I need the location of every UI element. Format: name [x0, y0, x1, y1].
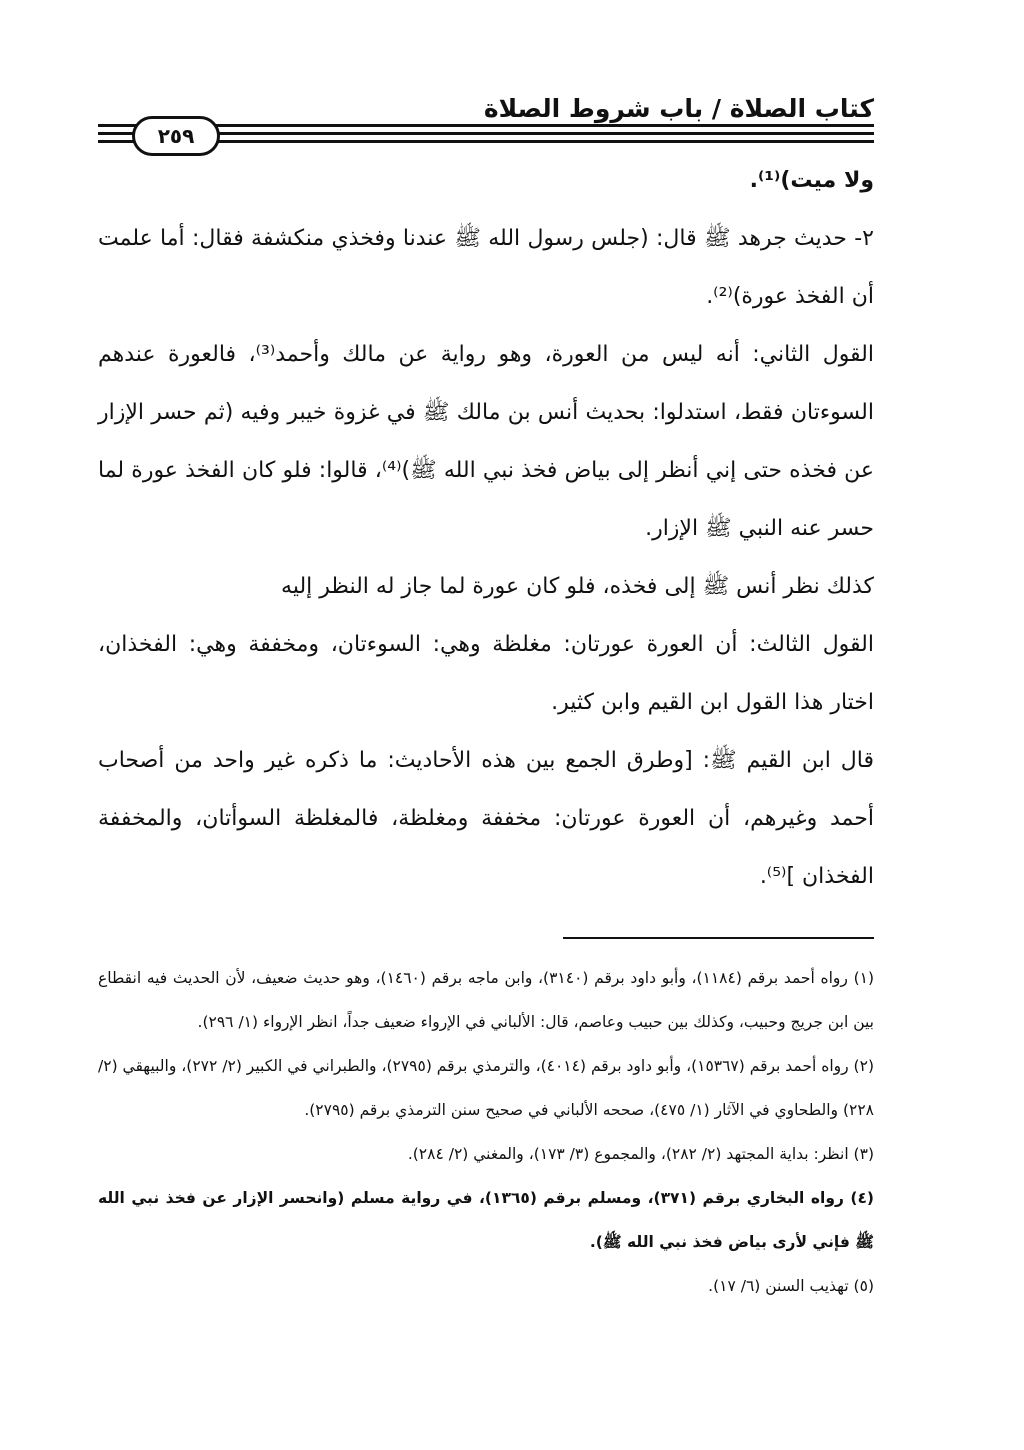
footnote-5: (٥) تهذيب السنن (٦/ ١٧).	[708, 1277, 874, 1295]
paragraph-continuation: ولا ميت)⁽¹⁾.	[749, 168, 874, 193]
paragraph-anas-view: كذلك نظر أنس ﷺ إلى فخذه، فلو كان عورة لما جاز له النظر إليه	[281, 574, 874, 599]
paragraph-ibn-qayyim-quote: قال ابن القيم ﷺ: [وطرق الجمع بين هذه الأحاديث: ما ذكره غير واحد من أصحاب أحمد وغيرهم، أن العورة عورتان: مخففة ومغلظة، فالمغلظة السوأتان، والمخففة الفخذان ]⁽⁵⁾.	[98, 748, 874, 889]
page-number: ٢٥٩	[157, 124, 195, 148]
footnote-separator	[563, 937, 874, 939]
paragraph-third-opinion: القول الثالث: أن العورة عورتان: مغلظة وهي: السوءتان، ومخففة وهي: الفخذان، اختار هذا القول ابن القيم وابن كثير.	[98, 632, 874, 715]
page-number-badge	[132, 116, 220, 156]
footnote-1: (١) رواه أحمد برقم (١١٨٤)، وأبو داود برقم (٣١٤٠)، وابن ماجه برقم (١٤٦٠)، وهو حديث ضعيف، لأن الحديث فيه انقطاع بين ابن جريج وحبيب، وكذلك بين حبيب وعاصم، قال: الألباني في الإرواء ضعيف جداً، انظر الإرواء (١/ ٢٩٦).	[98, 969, 875, 1031]
main-text	[98, 152, 874, 906]
footnote-4: (٤) رواه البخاري برقم (٣٧١)، ومسلم برقم (١٣٦٥)، في رواية مسلم (وانحسر الإزار عن فخذ نبي الله ﷺ فإني لأرى بياض فخذ نبي الله ﷺ).	[98, 1189, 874, 1251]
footnote-2: (٢) رواه أحمد برقم (١٥٣٦٧)، وأبو داود برقم (٤٠١٤)، والترمذي برقم (٢٧٩٥)، والطبراني في الكبير (٢/ ٢٧٢)، والبيهقي (٢/ ٢٢٨) والطحاوي في الآثار (١/ ٤٧٥)، صححه الألباني في صحيح سنن الترمذي برقم (٢٧٩٥).	[98, 1057, 874, 1119]
footnote-3: (٣) انظر: بداية المجتهد (٢/ ٢٨٢)، والمجموع (٣/ ١٧٣)، والمغني (٢/ ٢٨٤).	[407, 1145, 874, 1163]
paragraph-hadith-jarhad: ٢- حديث جرهد ﷺ قال: (جلس رسول الله ﷺ عندنا وفخذي منكشفة فقال: أما علمت أن الفخذ عورة)⁽²⁾.	[98, 226, 874, 309]
paragraph-second-opinion: القول الثاني: أنه ليس من العورة، وهو رواية عن مالك وأحمد⁽³⁾، فالعورة عندهم السوءتان فقط، استدلوا: بحديث أنس بن مالك ﷺ في غزوة خيبر وفيه (ثم حسر الإزار عن فخذه حتى إني أنظر إلى بياض فخذ نبي الله ﷺ)⁽⁴⁾، قالوا: فلو كان الفخذ عورة لما حسر عنه النبي ﷺ الإزار.	[98, 342, 875, 541]
footnotes	[98, 956, 874, 1308]
running-header-title: كتاب الصلاة / باب شروط الصلاة	[483, 94, 874, 123]
